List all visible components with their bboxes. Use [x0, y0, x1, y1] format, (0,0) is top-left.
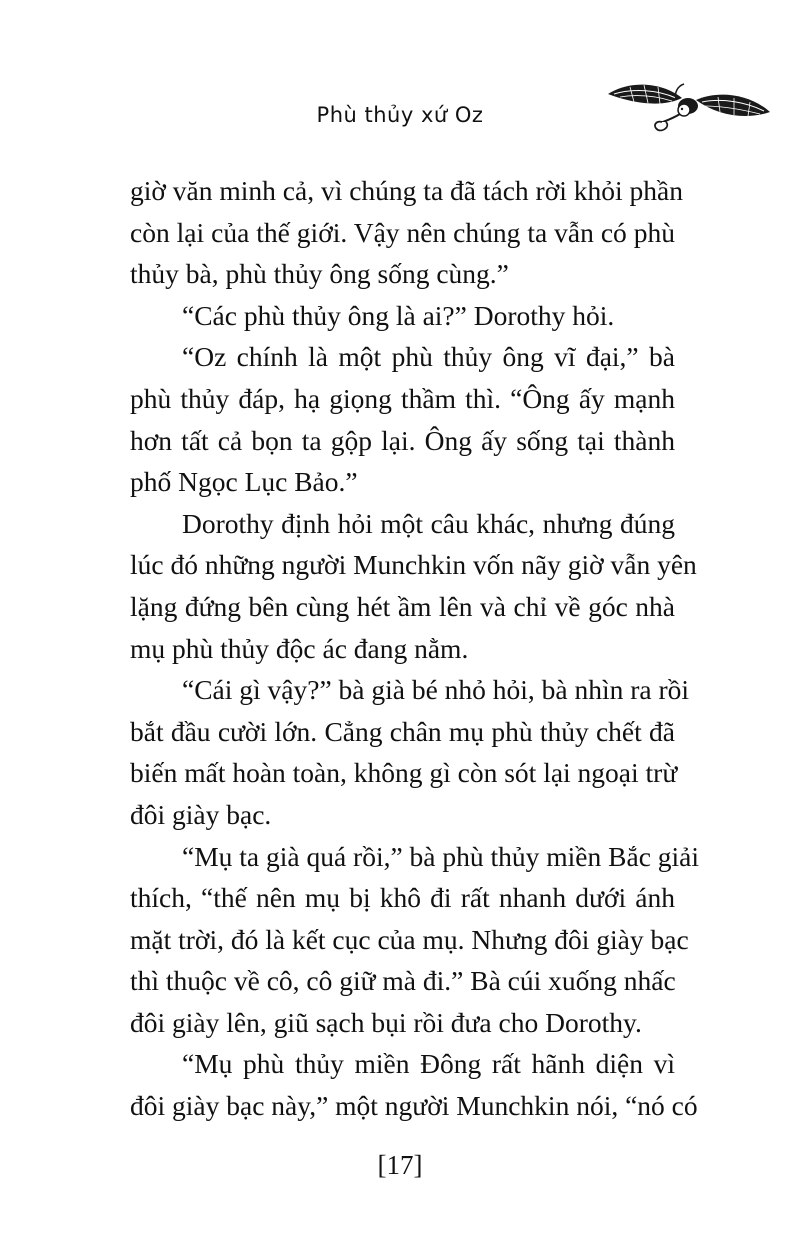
- text-line: “Các phù thủy ông là ai?” Dorothy hỏi.: [182, 299, 615, 331]
- text-line: giờ văn minh cả, vì chúng ta đã tách rời khỏi phần: [130, 175, 683, 206]
- running-header-title: Phù thủy xứ Oz: [316, 103, 484, 127]
- text-line: “Mụ phù thủy miền Đông rất hãnh diện vì: [182, 1048, 675, 1080]
- text-line: đôi giày bạc.: [130, 798, 272, 830]
- paragraph: [130, 503, 697, 669]
- paragraph: [130, 336, 675, 502]
- paragraph: [130, 836, 700, 1044]
- page-number: [17]: [377, 1150, 423, 1180]
- text-line: đôi giày lên, giũ sạch bụi rồi đưa cho Dorothy.: [130, 1006, 642, 1038]
- text-line: đôi giày bạc này,” một người Munchkin nói, “nó có: [130, 1090, 698, 1122]
- text-line: “Mụ ta già quá rồi,” bà phù thủy miền Bắc giải: [182, 840, 700, 872]
- firefly-icon: [600, 72, 780, 142]
- text-line: bắt đầu cười lớn. Cẳng chân mụ phù thủy chết đã: [130, 715, 675, 747]
- text-line: phù thủy đáp, hạ giọng thầm thì. “Ông ấy mạnh: [130, 382, 675, 414]
- text-line: lặng đứng bên cùng hét ầm lên và chỉ về góc nhà: [130, 590, 675, 622]
- text-line: mụ phù thủy độc ác đang nằm.: [130, 632, 469, 664]
- text-line: Dorothy định hỏi một câu khác, nhưng đúng: [182, 507, 675, 539]
- body-text: [130, 170, 700, 1127]
- text-line: thủy bà, phù thủy ông sống cùng.”: [130, 258, 509, 290]
- text-line: “Oz chính là một phù thủy ông vĩ đại,” bà: [182, 341, 675, 373]
- text-line: phố Ngọc Lục Bảo.”: [130, 466, 358, 498]
- paragraph: [130, 295, 675, 337]
- paragraph: [130, 669, 690, 835]
- text-line: “Cái gì vậy?” bà già bé nhỏ hỏi, bà nhìn ra rồi: [182, 674, 690, 706]
- text-line: còn lại của thế giới. Vậy nên chúng ta vẫn có phù: [130, 216, 675, 248]
- paragraph: [130, 1043, 698, 1126]
- text-line: hơn tất cả bọn ta gộp lại. Ông ấy sống tại thành: [130, 424, 675, 456]
- paragraph: [130, 170, 683, 295]
- text-line: biến mất hoàn toàn, không gì còn sót lại ngoại trừ: [130, 757, 678, 789]
- text-line: lúc đó những người Munchkin vốn nãy giờ vẫn yên: [130, 549, 697, 581]
- text-line: thích, “thế nên mụ bị khô đi rất nhanh dưới ánh: [130, 882, 675, 914]
- text-line: thì thuộc về cô, cô giữ mà đi.” Bà cúi xuống nhấc: [130, 965, 676, 997]
- text-line: mặt trời, đó là kết cục của mụ. Nhưng đôi giày bạc: [130, 923, 689, 955]
